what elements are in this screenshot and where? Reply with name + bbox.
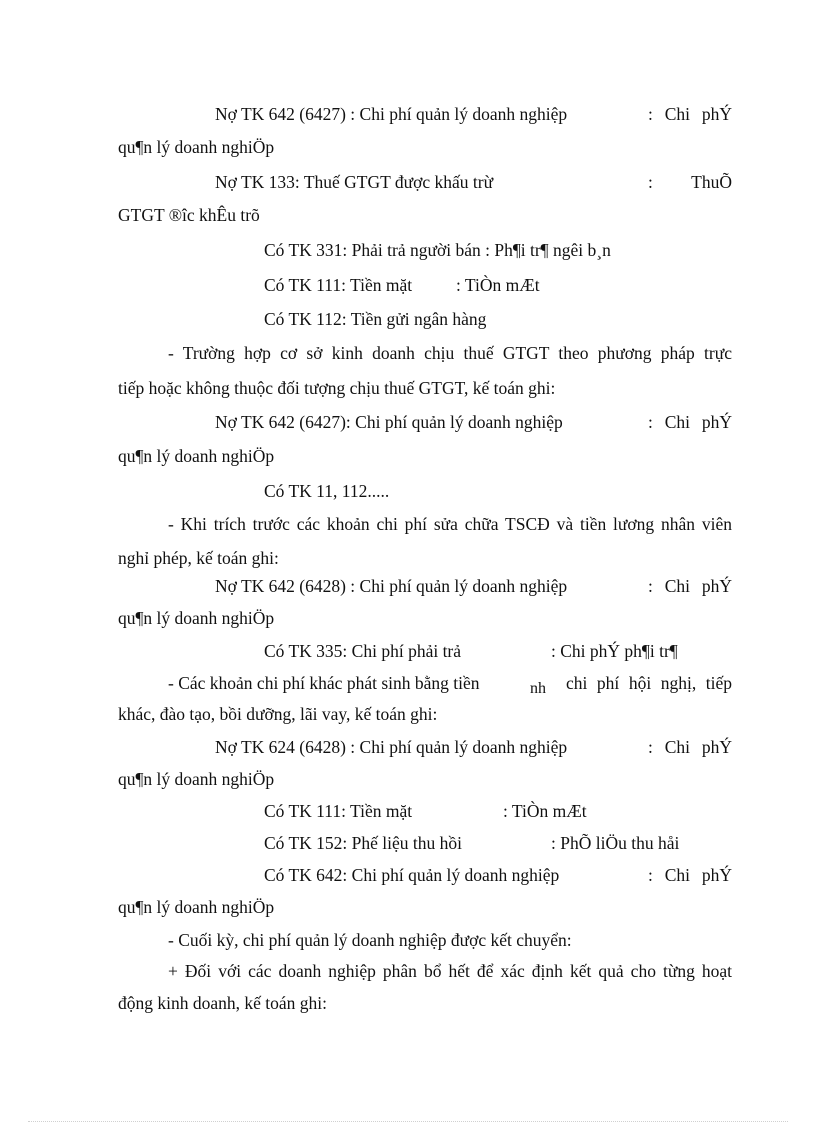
- paragraph-allocation-cont: động kinh doanh, kế toán ghi:: [118, 993, 328, 1013]
- paragraph-period-end: - Cuối kỳ, chi phí quản lý doanh nghiệp được kết chuyển:: [168, 930, 572, 950]
- entry-legacy-continuation: qu¶n lý doanh nghiÖp: [118, 769, 275, 789]
- entry-legacy-continuation: qu¶n lý doanh nghiÖp: [118, 446, 275, 466]
- entry-credit-642: Có TK 642: Chi phí quản lý doanh nghiệp: [264, 865, 560, 885]
- entry-debit-642-6428: Nợ TK 642 (6428) : Chi phí quản lý doanh nghiệp: [215, 576, 568, 596]
- paragraph-direct-method: - Trường hợp cơ sở kinh doanh chịu thuế GTGT theo phương pháp trực: [168, 343, 732, 363]
- paragraph-allocation: + Đối với các doanh nghiệp phân bổ hết để xác định kết quả cho từng hoạt: [168, 961, 732, 981]
- entry-credit-335-legacy: : Chi phÝ ph¶i tr¶: [551, 641, 678, 661]
- entry-credit-111: Có TK 111: Tiền mặt: [264, 801, 413, 821]
- entry-debit-642-6427-legacy: : Chi phÝ: [648, 104, 732, 124]
- entry-credit-11-112: Có TK 11, 112.....: [264, 481, 390, 501]
- entry-credit-335: Có TK 335: Chi phí phải trả: [264, 641, 462, 661]
- entry-credit-331: Có TK 331: Phải trả người bán : Ph¶i tr¶ ngêi b¸n: [264, 240, 611, 260]
- entry-credit-112: Có TK 112: Tiền gửi ngân hàng: [264, 309, 487, 329]
- entry-debit-133: Nợ TK 133: Thuế GTGT được khấu trừ: [215, 172, 494, 192]
- paragraph-other-expenses-a: - Các khoản chi phí khác phát sinh bằng tiền: [168, 673, 480, 693]
- entry-credit-152: Có TK 152: Phế liệu thu hồi: [264, 833, 463, 853]
- page-bottom-rule: [28, 1121, 788, 1122]
- entry-legacy-continuation: qu¶n lý doanh nghiÖp: [118, 897, 275, 917]
- entry-credit-111: Có TK 111: Tiền mặt: [264, 275, 413, 295]
- entry-legacy-continuation: qu¶n lý doanh nghiÖp: [118, 137, 275, 157]
- entry-legacy-continuation: GTGT ®îc khÊu trõ: [118, 205, 260, 225]
- paragraph-accrual: - Khi trích trước các khoản chi phí sửa chữa TSCĐ và tiền lương nhân viên: [168, 514, 732, 534]
- entry-debit-642-6427-legacy: : Chi phÝ: [648, 412, 732, 432]
- paragraph-accrual-cont: nghỉ phép, kế toán ghi:: [118, 548, 279, 568]
- entry-credit-111-legacy: : TiÒn mÆt: [456, 275, 540, 295]
- paragraph-other-expenses-b: chi phí hội nghị, tiếp: [566, 673, 732, 693]
- entry-debit-642-6427: Nợ TK 642 (6427) : Chi phí quản lý doanh nghiệp: [215, 104, 568, 124]
- entry-debit-642-6428-legacy: : Chi phÝ: [648, 576, 732, 596]
- paragraph-direct-method-cont: tiếp hoặc không thuộc đối tượng chịu thuế GTGT, kế toán ghi:: [118, 378, 556, 398]
- entry-debit-624-6428: Nợ TK 624 (6428) : Chi phí quản lý doanh nghiệp: [215, 737, 568, 757]
- stray-subscript: nh: [530, 680, 546, 697]
- entry-credit-111-legacy: : TiÒn mÆt: [503, 801, 587, 821]
- entry-credit-152-legacy: : PhÕ liÖu thu håi: [551, 833, 680, 853]
- entry-debit-642-6427: Nợ TK 642 (6427): Chi phí quản lý doanh nghiệp: [215, 412, 563, 432]
- entry-debit-133-legacy: : ThuÕ: [648, 172, 732, 192]
- paragraph-other-expenses-cont: khác, đào tạo, bồi dưỡng, lãi vay, kế toán ghi:: [118, 704, 438, 724]
- paragraph-other-expenses: [168, 675, 480, 693]
- entry-debit-624-6428-legacy: : Chi phÝ: [648, 737, 732, 757]
- entry-credit-642-legacy: : Chi phÝ: [648, 865, 732, 885]
- entry-legacy-continuation: qu¶n lý doanh nghiÖp: [118, 608, 275, 628]
